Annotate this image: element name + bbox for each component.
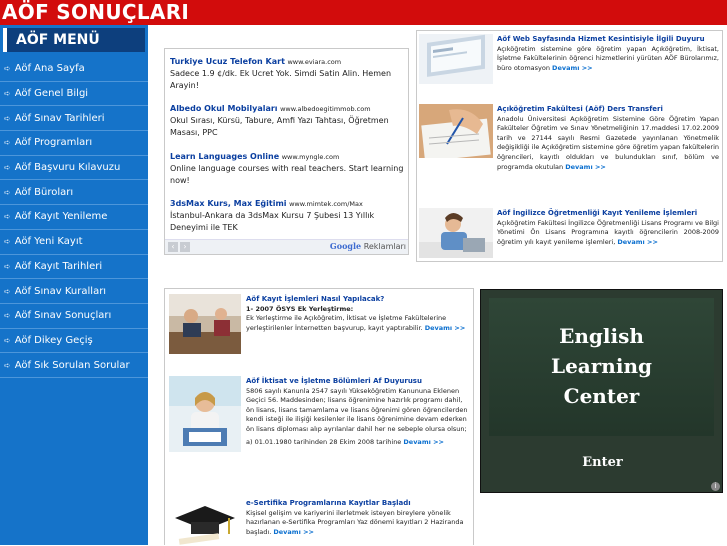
menu-item-genel-bilgi[interactable]: [0, 82, 148, 107]
news-item: [497, 35, 719, 73]
banner-enter-button[interactable]: Enter: [582, 455, 623, 470]
news-item: [246, 295, 468, 333]
menu-item-burolari[interactable]: [0, 180, 148, 205]
menu-item-programlari[interactable]: [0, 131, 148, 156]
menu-item-label: Aöf Büroları: [14, 186, 74, 198]
arrow-icon: ➪: [4, 138, 11, 148]
google-logo: Google: [329, 241, 362, 251]
menu-item-label: Aöf Sınav Tarihleri: [14, 112, 105, 124]
news-body: Anadolu Üniversitesi Açıköğretim Sistemine Göre Öğretim Yapan Fakülteler Öğretim ve Sınav Yönetmeliğinin 17.maddesi 17.02.2009 tarih ve 27144 sayılı Resmi Gazetede yayınlanan Yönetmelik değişikliği ile Açıköğretim sistemine göre öğretim yapan fakültelerin öğrencileri, kayıtlı oldukları ve bulundukları sınıf, bölüm ve programda okutulan: [497, 114, 719, 171]
chevron-right-icon[interactable]: ›: [180, 242, 190, 252]
menu-item-label: Aöf Dikey Geçiş: [14, 334, 93, 346]
news-title[interactable]: Aöf İktisat ve İşletme Bölümleri Af Duyurusu: [246, 377, 422, 385]
news-body: Ek Yerleştirme ile Açıköğretim, İktisat ve İşletme Fakültelerine yerleştirilenler İnternetten başvurup, kayıt yaptırabilir.: [246, 314, 447, 332]
graduation-cap-image: [169, 496, 241, 546]
news-thumbnail[interactable]: [419, 104, 493, 158]
chevron-left-icon[interactable]: ‹: [168, 242, 178, 252]
arrow-icon: ➪: [4, 286, 11, 296]
ad-title[interactable]: 3dsMax Kurs, Max Eğitimi: [170, 199, 287, 208]
menu-item-label: Aöf Kayıt Yenileme: [14, 211, 108, 223]
news-panel-bottom: [164, 288, 474, 545]
menu-item-basvuru-kilavuzu[interactable]: [0, 156, 148, 181]
news-body: Kişisel gelişim ve kariyerini ilerletmek isteyen bireylere yönelik hazırlanan e-Sertifika Programları Yaz dönemi kayıtları 2 Haziranda başladı.: [246, 508, 464, 536]
ad-description: Online language courses with real teachers. Start learning now!: [170, 164, 404, 185]
monitor-image: [419, 34, 493, 84]
ad-item[interactable]: [170, 198, 405, 234]
arrow-icon: ➪: [4, 237, 11, 247]
menu-list: [0, 57, 148, 378]
menu-item-label: Aöf Sınav Kuralları: [14, 285, 107, 297]
ads-footer-text: Reklamları: [363, 242, 406, 251]
ad-url[interactable]: www.eviara.com: [287, 58, 342, 66]
read-more-link[interactable]: Devamı >>: [424, 323, 466, 332]
news-panel-top: [416, 30, 723, 262]
office-image: [169, 294, 241, 354]
news-thumbnail[interactable]: [169, 496, 241, 546]
arrow-icon: ➪: [4, 311, 11, 321]
menu-item-label: Aöf Programları: [14, 137, 93, 149]
menu-item-sinav-kurallari[interactable]: [0, 279, 148, 304]
ad-url[interactable]: www.mimtek.com/Max: [289, 200, 363, 208]
menu-title: [3, 28, 145, 52]
arrow-icon: ➪: [4, 187, 11, 197]
ad-title[interactable]: Turkiye Ucuz Telefon Kart: [170, 57, 285, 66]
menu-item-sinav-sonuclari[interactable]: [0, 304, 148, 329]
menu-item-kayit-tarihleri[interactable]: [0, 255, 148, 280]
banner-line-3: Center: [563, 384, 640, 408]
arrow-icon: ➪: [4, 360, 11, 370]
menu-item-dikey-gecis[interactable]: [0, 329, 148, 354]
read-more-link[interactable]: Devamı >>: [617, 237, 658, 246]
menu-item-label: Aöf Yeni Kayıt: [14, 236, 83, 248]
english-center-banner[interactable]: [480, 289, 723, 493]
news-thumbnail[interactable]: [419, 208, 493, 258]
arrow-icon: ➪: [4, 89, 11, 99]
menu-item-label: Aöf Kayıt Tarihleri: [14, 260, 103, 272]
menu-item-kayit-yenileme[interactable]: [0, 205, 148, 230]
news-item: [497, 105, 719, 172]
student-reading-image: [169, 376, 241, 452]
news-title[interactable]: Aöf İngilizce Öğretmenliği Kayıt Yenileme İşlemleri: [497, 209, 698, 217]
news-body: 5806 sayılı Kanunla 2547 sayılı Yükseköğretim Kanununa Eklenen Geçici 56. Maddesinden; lisans öğrenimine hazırlık programı dahil, ön lisans, lisans tamamlama ve lisans öğrenimi gören öğrencilerden kendi isteği ile ilişiği kesilenler ile lisans öğrenimine devam ederken ön lisans diploması alıp ayrılanlar dahil her ne sebeple olursa olsun;: [246, 386, 468, 433]
menu-item-ana-sayfa[interactable]: [0, 57, 148, 82]
news-subtitle: 1- 2007 ÖSYS Ek Yerleştirme:: [246, 304, 354, 313]
ad-title[interactable]: Learn Languages Online: [170, 152, 280, 161]
google-ads-label[interactable]: [330, 241, 406, 251]
news-item: [246, 499, 468, 537]
arrow-icon: ➪: [4, 64, 11, 74]
read-more-link[interactable]: Devamı >>: [403, 437, 444, 446]
menu-item-sinav-tarihleri[interactable]: [0, 106, 148, 131]
read-more-link[interactable]: Devamı >>: [273, 527, 314, 536]
ad-item[interactable]: [170, 151, 405, 187]
menu-item-yeni-kayit[interactable]: [0, 230, 148, 255]
ad-item[interactable]: [170, 103, 405, 139]
news-body: Açıköğretim Fakültesi İngilizce Öğretmenliği Lisans Programı ve Bilgi Yönetimi Ön Lisans Programına kayıtlı öğrencilerin 2008-2009 öğretim yılı kayıt yenileme işlemleri,: [497, 218, 719, 246]
banner-line-1: English: [559, 324, 644, 348]
sidebar: [0, 25, 148, 545]
menu-item-label: Aöf Başvuru Kılavuzu: [14, 162, 121, 174]
ad-url[interactable]: www.albedoegitimmob.com: [280, 105, 371, 113]
menu-item-label: Aöf Genel Bilgi: [14, 88, 89, 100]
ad-item[interactable]: [170, 56, 405, 92]
menu-item-label: Aöf Sık Sorulan Sorular: [14, 359, 130, 371]
ad-title[interactable]: Albedo Okul Mobilyaları: [170, 104, 278, 113]
news-title[interactable]: Açıköğretim Fakültesi (Aöf) Ders Transferi: [497, 105, 663, 113]
news-title[interactable]: e-Sertifika Programlarına Kayıtlar Başladı: [246, 499, 411, 507]
ad-url[interactable]: www.myngle.com: [281, 153, 340, 161]
news-item: [246, 377, 468, 447]
menu-item-label: Aöf Ana Sayfa: [14, 63, 85, 75]
banner-chalkboard: [489, 298, 714, 436]
arrow-icon: ➪: [4, 261, 11, 271]
news-thumbnail[interactable]: [419, 34, 493, 84]
news-body-continued: a) 01.01.1980 tarihinden 28 Ekim 2008 tarihine: [246, 437, 402, 446]
read-more-link[interactable]: Devamı >>: [552, 63, 593, 72]
menu-item-label: Aöf Sınav Sonuçları: [14, 310, 112, 322]
ad-description: İstanbul-Ankara da 3dsMax Kursu 7 Şubesi 13 Yıllık Deneyimi ile TEK: [170, 211, 375, 232]
ad-description: Okul Sırası, Kürsü, Tabure, Amfi Yazı Tahtası, Öğretmen Masası, PPC: [170, 116, 389, 137]
writing-hand-image: [419, 104, 493, 158]
student-image: [419, 208, 493, 258]
news-body: Açıköğretim sistemine göre öğretim yapan Açıköğretim, İktisat, İşletme Fakültelerinin öğrenci hizmetlerini yürüten AÖF Bürolarımız, büro otomasyon: [497, 44, 719, 72]
read-more-link[interactable]: Devamı >>: [565, 162, 606, 171]
arrow-icon: ➪: [4, 163, 11, 173]
info-icon[interactable]: i: [711, 482, 720, 491]
banner-line-2: Learning: [551, 354, 652, 378]
news-thumbnail[interactable]: [169, 376, 241, 452]
arrow-icon: ➪: [4, 212, 11, 222]
arrow-icon: ➪: [4, 335, 11, 345]
news-item: [497, 209, 719, 247]
ad-description: Sadece 1.9 ¢/dk. Ek Ucret Yok. Simdi Satin Alin. Hemen Arayin!: [170, 69, 392, 90]
ad-block: [164, 48, 409, 255]
site-title[interactable]: AÖF SONUÇLARI: [2, 0, 190, 24]
arrow-icon: ➪: [4, 113, 11, 123]
site-header: [0, 0, 727, 25]
news-thumbnail[interactable]: [169, 294, 241, 354]
news-title[interactable]: Aöf Kayıt İşlemleri Nasıl Yapılacak?: [246, 295, 385, 303]
menu-item-sss[interactable]: [0, 353, 148, 378]
menu-title-label: AÖF MENÜ: [16, 32, 100, 48]
ad-footer: [165, 239, 408, 254]
news-title[interactable]: Aöf Web Sayfasında Hizmet Kesintisiyle İlgili Duyuru: [497, 35, 705, 43]
